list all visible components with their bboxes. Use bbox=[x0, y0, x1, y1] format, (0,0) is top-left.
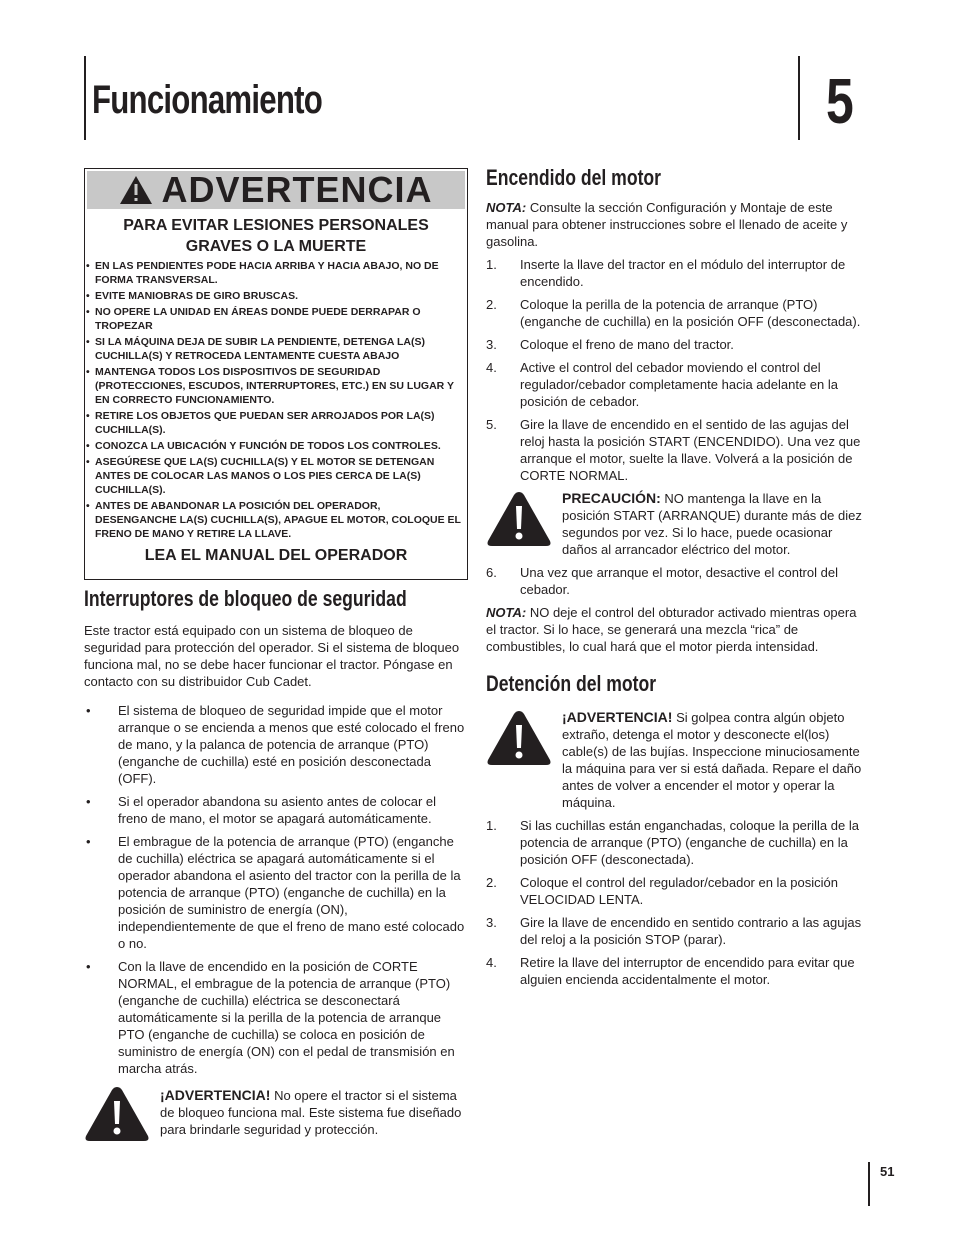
start-step: 4. Active el control del cebador moviendo el control del regulador/cebador completamente hacia adelante en la posición de cebador. bbox=[486, 360, 838, 409]
warning-item: • EN LAS PENDIENTES PODE HACIA ARRIBA Y HACIA ABAJO, NO DE FORMA TRANSVERSAL. bbox=[95, 259, 463, 287]
title-rule bbox=[84, 56, 86, 140]
warning-triangle-icon bbox=[119, 175, 153, 205]
page-number: 51 bbox=[880, 1164, 895, 1179]
interlock-intro: Este tractor está equipado con un sistema de bloqueo de seguridad para protección del operador. Si el sistema de bloqueo funciona mal, no se debe hacer funcionar el tractor. Póngase en contacto con su distribuidor Cub Cadet. bbox=[84, 623, 460, 689]
start-step: 3. Coloque el freno de mano del tractor. bbox=[486, 337, 734, 352]
warning-item: • NO OPERE LA UNIDAD EN ÁREAS DONDE PUEDE DERRAPAR O TROPEZAR bbox=[95, 305, 463, 333]
start-step: 5. Gire la llave de encendido en el sentido de las agujas del reloj hasta la posición START (ENCENDIDO). Una vez que arranque el motor, suelte la llave. Volverá a la posición de CORTE NORMAL. bbox=[486, 417, 861, 483]
interlock-bullet: • Con la llave de encendido en la posición de CORTE NORMAL, el embrague de la potencia de arranque (PTO) (enganche de cuchilla) eléctrica se desconectará automáticamente si la perilla de la potencia de arranque PTO (enganche de cuchilla) se coloca en posición de suministro de energía (ON) con el pedal de transmisión en marcha atrás. bbox=[86, 959, 455, 1076]
start-heading: Encendido del motor bbox=[486, 165, 662, 190]
warning-item: • SI LA MÁQUINA DEJA DE SUBIR LA PENDIENTE, DETENGA LA(S) CUCHILLA(S) Y RETROCEDA LENTAMENTE CUESTA ABAJO bbox=[95, 335, 463, 363]
warning-item: • MANTENGA TODOS LOS DISPOSITIVOS DE SEGURIDAD (PROTECCIONES, ESCUDOS, INTERRUPTORES, ETC.) EN SU LUGAR Y EN CORRECTO FUNCIONAMIENTO. bbox=[95, 365, 463, 407]
warning-triangle-icon bbox=[84, 1085, 150, 1143]
stop-step: 1. Si las cuchillas están enganchadas, coloque la perilla de la potencia de arranque (PTO) (enganche de cuchilla) en la posición OFF (desconectada). bbox=[486, 818, 859, 867]
interlock-bullet: • El sistema de bloqueo de seguridad impide que el motor arranque o se encienda a menos que esté colocado el freno de mano, y la palanca de potencia de arranque (PTO) (enganche de cuchilla) esté en posición desconectada (OFF). bbox=[86, 703, 465, 786]
interlock-bullet: • El embrague de la potencia de arranque (PTO) (enganche de cuchilla) eléctrica se apagará automáticamente si el operador abandona el asiento del tractor con la perilla de la potencia de arranque (PTO) (enganche de cuchilla) en la posición de suministro de energía (ON), independientemente de que el freno de mano esté colocado o no. bbox=[86, 834, 465, 951]
start-step: 6. Una vez que arranque el motor, desactive el control del cebador. bbox=[486, 565, 838, 597]
chapter-rule bbox=[798, 56, 800, 140]
warning-box bbox=[84, 168, 468, 580]
warning-item: • RETIRE LOS OBJETOS QUE PUEDAN SER ARROJADOS POR LA(S) CUCHILLA(S). bbox=[95, 409, 463, 437]
stop-step: 2. Coloque el control del regulador/cebador en la posición VELOCIDAD LENTA. bbox=[486, 875, 838, 907]
stop-heading: Detención del motor bbox=[486, 671, 657, 696]
warning-item: • ASEGÚRESE QUE LA(S) CUCHILLA(S) Y EL MOTOR SE DETENGAN ANTES DE COLOCAR LAS MANOS O LOS PIES CERCA DE LA(S) CUCHILLA(S). bbox=[95, 455, 463, 497]
interlock-section bbox=[84, 586, 468, 1149]
stop-step: 4. Retire la llave del interruptor de encendido para evitar que alguien encienda accidentalmente el motor. bbox=[486, 955, 855, 987]
start-note-2: NOTA: NO deje el control del obturador activado mientras opera el tractor. Si lo hace, se generará una mezcla “rica” de combustibles, lo cual hará que el motor pierda intensidad. bbox=[486, 605, 857, 654]
start-step: 1. Inserte la llave del tractor en el módulo del interruptor de encendido. bbox=[486, 257, 846, 289]
warning-subheading: PARA EVITAR LESIONES PERSONALES GRAVES O LA MUERTE bbox=[123, 217, 429, 255]
start-caution: PRECAUCIÓN: NO mantenga la llave en la posición START (ARRANQUE) durante más de diez segundos por vez. Si lo hace, puede ocasionar daños al arrancador eléctrico del motor. bbox=[486, 490, 870, 558]
chapter-number: 5 bbox=[826, 65, 854, 137]
start-section bbox=[486, 165, 870, 994]
warning-item: • CONOZCA LA UBICACIÓN Y FUNCIÓN DE TODOS LOS CONTROLES. bbox=[95, 439, 463, 453]
page-number-rule bbox=[868, 1162, 870, 1206]
warning-item: • ANTES DE ABANDONAR LA POSICIÓN DEL OPERADOR, DESENGANCHE LA(S) CUCHILLA(S), APAGUE EL MOTOR, COLOQUE EL FRENO DE MANO Y RETIRE LA LLAVE. bbox=[95, 499, 463, 541]
warning-list bbox=[85, 259, 467, 541]
stop-warning: ¡ADVERTENCIA! Si golpea contra algún objeto extraño, detenga el motor y desconecte el(los) cable(s) de las bujías. Inspeccione minuciosamente la máquina para ver si está dañada. Repare el daño antes de volver a encender el motor y operar la máquina. bbox=[486, 709, 870, 811]
warning-item: • EVITE MANIOBRAS DE GIRO BRUSCAS. bbox=[95, 289, 463, 303]
warning-footer: LEA EL MANUAL DEL OPERADOR bbox=[144, 547, 408, 564]
page-title: Funcionamiento bbox=[92, 78, 323, 122]
warning-header bbox=[87, 171, 465, 209]
start-note: NOTA: Consulte la sección Configuración y Montaje de este manual para obtener instrucciones sobre el llenado de aceite y gasolina. bbox=[486, 200, 848, 249]
warning-triangle-icon bbox=[486, 709, 552, 767]
start-step: 2. Coloque la perilla de la potencia de arranque (PTO) (enganche de cuchilla) en la posición OFF (desconectada). bbox=[486, 297, 861, 329]
warning-heading: ADVERTENCIA bbox=[161, 169, 433, 210]
interlock-bullet: • Si el operador abandona su asiento antes de colocar el freno de mano, el motor se apagará automáticamente. bbox=[86, 794, 436, 826]
warning-triangle-icon bbox=[486, 490, 552, 548]
interlock-heading: Interruptores de bloqueo de seguridad bbox=[84, 586, 407, 611]
interlock-warning: ¡ADVERTENCIA! No opere el tractor si el sistema de bloqueo funciona mal. Este sistema fue diseñado para brindarle seguridad y protección. bbox=[84, 1085, 468, 1143]
stop-step: 3. Gire la llave de encendido en sentido contrario a las agujas del reloj a la posición STOP (parar). bbox=[486, 915, 862, 947]
